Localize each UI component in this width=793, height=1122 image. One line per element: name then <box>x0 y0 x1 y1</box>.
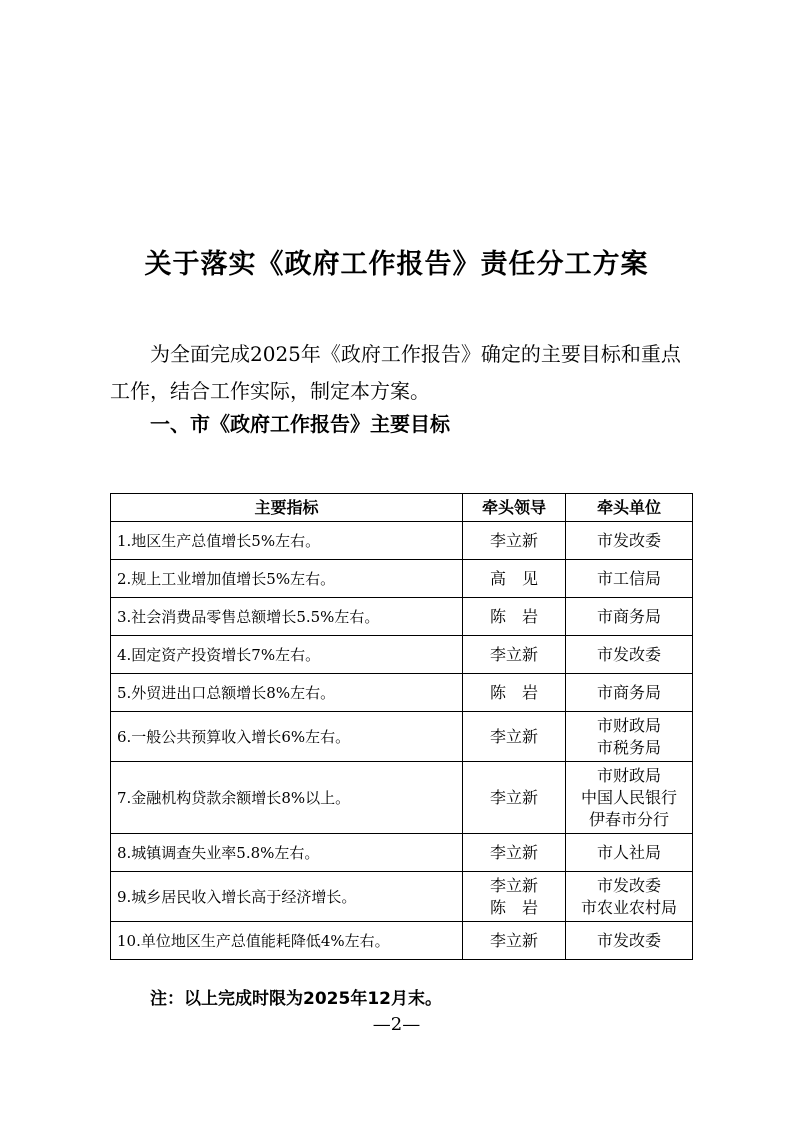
leader-name: 陈 岩 <box>489 897 538 917</box>
unit-cell <box>566 674 693 712</box>
indicator-cell: 3.社会消费品零售总额增长5.5%左右。 <box>111 598 463 636</box>
leader-name: 陈 岩 <box>489 682 538 702</box>
indicator-cell: 5.外贸进出口总额增长8%左右。 <box>111 674 463 712</box>
table-row <box>111 636 693 674</box>
unit-cell <box>566 922 693 960</box>
leader-name: 高 见 <box>489 568 538 588</box>
indicator-cell: 7.金融机构贷款余额增长8%以上。 <box>111 762 463 834</box>
leader-cell <box>463 922 566 960</box>
leader-cell <box>463 560 566 598</box>
unit-cell <box>566 872 693 922</box>
section-heading-1: 一、市《政府工作报告》主要目标 <box>150 412 450 436</box>
leader-cell <box>463 712 566 762</box>
header-unit: 牵头单位 <box>566 494 693 522</box>
unit-name: 市发改委 <box>596 530 661 550</box>
header-indicator: 主要指标 <box>111 494 463 522</box>
unit-name: 市财政局 <box>596 715 661 735</box>
table-row <box>111 834 693 872</box>
unit-name: 市发改委 <box>596 875 661 895</box>
indicator-cell: 1.地区生产总值增长5%左右。 <box>111 522 463 560</box>
unit-name: 市农业农村局 <box>580 897 677 917</box>
table-row <box>111 872 693 922</box>
leader-cell <box>463 872 566 922</box>
leader-cell <box>463 834 566 872</box>
unit-cell <box>566 522 693 560</box>
document-title: 关于落实《政府工作报告》责任分工方案 <box>144 249 649 280</box>
unit-name: 市工信局 <box>596 568 661 588</box>
header-leader: 牵头领导 <box>463 494 566 522</box>
unit-name: 中国人民银行 <box>580 787 677 807</box>
unit-name: 伊春市分行 <box>588 809 669 829</box>
table-row <box>111 522 693 560</box>
leader-name: 李立新 <box>489 875 538 895</box>
table-row <box>111 674 693 712</box>
table-row <box>111 598 693 636</box>
unit-name: 市税务局 <box>596 737 661 757</box>
page-number: —2— <box>372 1014 421 1035</box>
targets-table <box>110 493 693 960</box>
unit-name: 市财政局 <box>596 765 661 785</box>
unit-cell <box>566 598 693 636</box>
table-row <box>111 762 693 834</box>
leader-name: 李立新 <box>489 644 538 664</box>
unit-cell <box>566 834 693 872</box>
leader-cell <box>463 674 566 712</box>
indicator-cell: 6.一般公共预算收入增长6%左右。 <box>111 712 463 762</box>
leader-cell <box>463 636 566 674</box>
leader-name: 李立新 <box>489 787 538 807</box>
indicator-cell: 10.单位地区生产总值能耗降低4%左右。 <box>111 922 463 960</box>
indicator-cell: 4.固定资产投资增长7%左右。 <box>111 636 463 674</box>
table-row <box>111 560 693 598</box>
leader-cell <box>463 598 566 636</box>
indicator-cell: 9.城乡居民收入增长高于经济增长。 <box>111 872 463 922</box>
unit-cell <box>566 712 693 762</box>
unit-name: 市发改委 <box>596 930 661 950</box>
unit-name: 市商务局 <box>596 606 661 626</box>
unit-cell <box>566 636 693 674</box>
indicator-cell: 2.规上工业增加值增长5%左右。 <box>111 560 463 598</box>
intro-paragraph: 为全面完成2025年《政府工作报告》确定的主要目标和重点工作，结合工作实际，制定本方案。 <box>110 342 681 403</box>
leader-name: 李立新 <box>489 726 538 746</box>
table-row <box>111 922 693 960</box>
table-header-row <box>111 494 693 522</box>
unit-name: 市商务局 <box>596 682 661 702</box>
table-body <box>111 522 693 960</box>
leader-name: 李立新 <box>489 930 538 950</box>
leader-name: 李立新 <box>489 530 538 550</box>
leader-cell <box>463 762 566 834</box>
leader-name: 李立新 <box>489 842 538 862</box>
unit-cell <box>566 560 693 598</box>
unit-cell <box>566 762 693 834</box>
table-row <box>111 712 693 762</box>
leader-name: 陈 岩 <box>489 606 538 626</box>
leader-cell <box>463 522 566 560</box>
indicator-cell: 8.城镇调查失业率5.8%左右。 <box>111 834 463 872</box>
footnote: 注：以上完成时限为2025年12月末。 <box>150 989 442 1009</box>
unit-name: 市人社局 <box>596 842 661 862</box>
unit-name: 市发改委 <box>596 644 661 664</box>
